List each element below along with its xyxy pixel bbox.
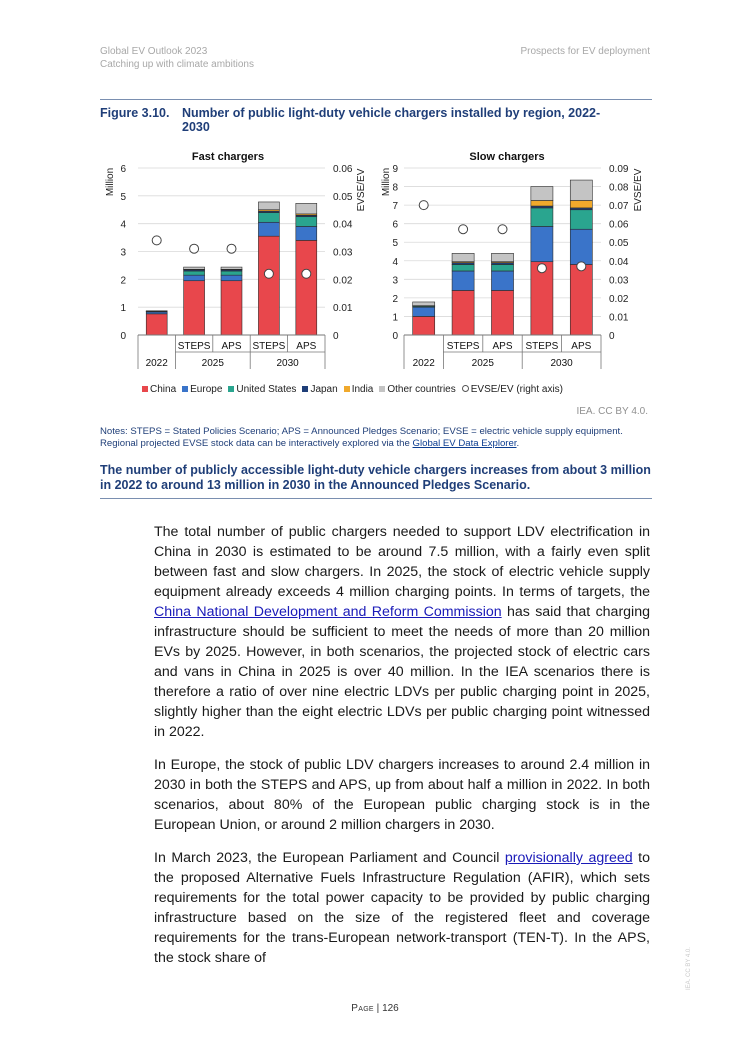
legend-swatch bbox=[302, 386, 308, 392]
bar-segment-other-countries bbox=[296, 203, 317, 214]
y-tick-label: 2 bbox=[120, 275, 126, 287]
legend-swatch bbox=[379, 386, 385, 392]
ndrc-link[interactable]: China National Development and Reform Commission bbox=[154, 604, 502, 620]
year-group-label: 2025 bbox=[471, 358, 494, 369]
figure-title-line1: Number of public light-duty vehicle chargers installed by region, 2022- bbox=[182, 106, 601, 120]
y2-tick-label: 0.04 bbox=[333, 219, 353, 231]
ratio-marker bbox=[419, 201, 428, 210]
bar-segment-china bbox=[491, 290, 513, 335]
legend-item-other-countries bbox=[379, 384, 455, 395]
y2-tick-label: 0.06 bbox=[609, 219, 629, 231]
bar-segment-other-countries bbox=[570, 180, 592, 200]
legend-item-india bbox=[344, 384, 374, 395]
paragraph-1-text-a: The total number of public chargers needed to support LDV electrification in China in 2030 is estimated to be around 7.5 million, with a fairly even split between fast and slow chargers. In 2025, the stock of electric vehicle supply equipment already exceeds 4 million charging points. In terms of targets, the bbox=[154, 524, 650, 600]
y-tick-label: 6 bbox=[120, 164, 126, 175]
bar-segment-china bbox=[258, 236, 279, 335]
bar-segment-china bbox=[146, 314, 167, 335]
y-tick-label: 4 bbox=[392, 256, 398, 268]
bar-segment-other-countries bbox=[452, 253, 474, 261]
year-group-label: 2022 bbox=[412, 358, 435, 369]
year-group-label: 2030 bbox=[276, 358, 299, 369]
bar-segment-other-countries bbox=[531, 187, 553, 201]
y2-tick-label: 0.01 bbox=[333, 303, 353, 315]
bar-segment-europe bbox=[491, 271, 513, 290]
paragraph-3-text-b: to the proposed Alternative Fuels Infrastructure Regulation (AFIR), which sets requirements for the total power capacity to be provided by public charging infrastructure based on the size of the registered fleet and coverage requirements for the trans-European network-transport (TEN-T). In the APS, the stock share of bbox=[154, 850, 650, 966]
bar-segment-other-countries bbox=[184, 267, 205, 269]
bar-segment-china bbox=[221, 281, 242, 335]
legend-swatch bbox=[228, 386, 234, 392]
section-title: Prospects for EV deployment bbox=[520, 46, 650, 57]
y-tick-label: 7 bbox=[392, 201, 398, 213]
legend-label: Europe bbox=[190, 384, 223, 395]
legend-label: United States bbox=[236, 384, 297, 395]
page-label: Page bbox=[351, 1003, 374, 1014]
notes-text: Notes: STEPS = Stated Policies Scenario; APS = Announced Pledges Scenario; EVSE = electric vehicle supply equipment. Regional projected EVSE stock data can be interactively explored via the bbox=[100, 426, 623, 449]
y-tick-label: 0 bbox=[392, 331, 398, 342]
category-label: APS bbox=[492, 341, 513, 352]
ratio-marker bbox=[498, 225, 507, 234]
y-axis-title: Million bbox=[381, 167, 392, 197]
paragraph-1 bbox=[154, 522, 650, 742]
bar-segment-united-states bbox=[258, 213, 279, 223]
y-tick-label: 1 bbox=[120, 303, 126, 315]
y2-tick-label: 0.05 bbox=[609, 238, 629, 250]
y-tick-label: 8 bbox=[392, 182, 398, 194]
bar-segment-europe bbox=[258, 222, 279, 236]
y2-tick-label: 0.03 bbox=[333, 247, 353, 259]
legend-label: Other countries bbox=[387, 384, 456, 395]
credit-line: IEA. CC BY 4.0. bbox=[576, 406, 648, 417]
bar-segment-europe bbox=[221, 275, 242, 281]
y2-tick-label: 0.01 bbox=[609, 312, 629, 324]
bar-segment-china bbox=[570, 264, 592, 335]
legend-swatch bbox=[142, 386, 148, 392]
bar-segment-united-states bbox=[296, 217, 317, 227]
paragraph-1-text-b: has said that charging infrastructure should be sufficient to meet the needs of more than 20 million EVs by 2025. However, in both scenarios, the projected stock of electric cars and vans in China in 2025 is over 40 million. In the IEA scenarios there is therefore a ratio of over nine electric LDVs per public charging point in 2025, slightly higher than the eight electric LDVs per public charging point witnessed in 2022. bbox=[154, 604, 650, 740]
y2-axis-title: EVSE/EV bbox=[356, 168, 367, 212]
figure-summary: The number of publicly accessible light-duty vehicle chargers increases from about 3 million in 2022 to around 13 million in 2030 in the Announced Pledges Scenario. bbox=[100, 463, 651, 492]
legend-swatch bbox=[182, 386, 188, 392]
y2-tick-label: 0.06 bbox=[333, 164, 353, 175]
provisionally-agreed-link[interactable]: provisionally agreed bbox=[504, 850, 633, 866]
side-watermark: IEA. CC BY 4.0. bbox=[686, 947, 692, 990]
paragraph-3-text-a: In March 2023, the European Parliament and Council bbox=[154, 850, 505, 866]
bar-segment-united-states bbox=[570, 210, 592, 229]
y2-tick-label: 0.04 bbox=[609, 256, 629, 268]
y2-tick-label: 0.03 bbox=[609, 275, 629, 287]
report-subtitle: Catching up with climate ambitions bbox=[100, 59, 254, 70]
bar-segment-europe bbox=[452, 271, 474, 290]
legend-item-japan bbox=[302, 384, 337, 395]
bar-segment-other-countries bbox=[221, 267, 242, 269]
y2-tick-label: 0.02 bbox=[333, 275, 353, 287]
bar-segment-united-states bbox=[452, 264, 474, 270]
ratio-marker bbox=[190, 244, 199, 253]
figure-title-line2: 2030 bbox=[182, 120, 210, 134]
y2-tick-label: 0.02 bbox=[609, 293, 629, 305]
bar-segment-china bbox=[413, 316, 435, 335]
figure-number: Figure 3.10. bbox=[100, 106, 170, 120]
y-tick-label: 0 bbox=[120, 331, 126, 342]
bar-segment-other-countries bbox=[491, 253, 513, 261]
category-label: APS bbox=[296, 341, 317, 352]
legend-item-china bbox=[142, 384, 176, 395]
bar-segment-europe bbox=[570, 229, 592, 264]
ratio-marker bbox=[264, 269, 273, 278]
ratio-marker bbox=[577, 262, 586, 271]
category-label: APS bbox=[221, 341, 242, 352]
bar-segment-europe bbox=[413, 307, 435, 316]
year-group-label: 2030 bbox=[550, 358, 573, 369]
category-label: STEPS bbox=[252, 341, 286, 352]
chart-legend bbox=[142, 384, 569, 395]
category-label: STEPS bbox=[446, 341, 480, 352]
y-tick-label: 5 bbox=[120, 191, 126, 203]
chart-fast-chargers bbox=[105, 151, 367, 369]
bar-segment-other-countries bbox=[258, 202, 279, 210]
bar-segment-india bbox=[570, 200, 592, 207]
y-tick-label: 3 bbox=[120, 247, 126, 259]
legend-label: EVSE/EV (right axis) bbox=[470, 384, 564, 395]
legend-item-ratio bbox=[462, 384, 563, 395]
bar-segment-other-countries bbox=[146, 311, 167, 312]
legend-swatch bbox=[344, 386, 350, 392]
y-tick-label: 9 bbox=[392, 164, 398, 175]
bar-segment-china bbox=[452, 290, 474, 335]
paragraph-2: In Europe, the stock of public LDV chargers increases to around 2.4 million in 2030 in both the STEPS and APS, up from about half a million in 2022. In both scenarios, about 80% of the European public charging stock is in the European Union, or around 2 million chargers in 2030. bbox=[154, 757, 650, 833]
bar-segment-united-states bbox=[184, 271, 205, 275]
page-footer: Page | 126 bbox=[351, 1003, 399, 1014]
legend-item-europe bbox=[182, 384, 222, 395]
bar-segment-china bbox=[184, 281, 205, 335]
bar-segment-united-states bbox=[221, 271, 242, 275]
bar-segment-europe bbox=[531, 226, 553, 261]
year-group-label: 2025 bbox=[201, 358, 224, 369]
body-text bbox=[154, 522, 650, 981]
category-label: STEPS bbox=[525, 341, 559, 352]
y2-tick-label: 0.09 bbox=[609, 164, 629, 175]
y-tick-label: 5 bbox=[392, 238, 398, 250]
y-tick-label: 4 bbox=[120, 219, 126, 231]
chart-title: Slow chargers bbox=[469, 151, 545, 163]
notes-end: . bbox=[516, 437, 520, 449]
figure-notes bbox=[100, 426, 652, 449]
legend-item-united-states bbox=[228, 384, 296, 395]
legend-circle-marker bbox=[462, 385, 469, 392]
chart-title: Fast chargers bbox=[191, 151, 265, 163]
year-group-label: 2022 bbox=[145, 358, 168, 369]
y2-tick-label: 0.08 bbox=[609, 182, 629, 194]
y2-tick-label: 0.05 bbox=[333, 191, 353, 203]
ratio-marker bbox=[459, 225, 468, 234]
bar-segment-other-countries bbox=[413, 302, 435, 306]
legend-label: China bbox=[150, 384, 177, 395]
y2-tick-label: 0 bbox=[609, 331, 615, 342]
report-title: Global EV Outlook 2023 bbox=[100, 46, 208, 57]
category-label: APS bbox=[571, 341, 592, 352]
y-tick-label: 2 bbox=[392, 293, 398, 305]
paragraph-3 bbox=[154, 848, 650, 968]
page-number: 126 bbox=[382, 1003, 399, 1014]
chart-slow-chargers bbox=[381, 151, 644, 369]
y-tick-label: 1 bbox=[392, 312, 398, 324]
y2-axis-title: EVSE/EV bbox=[633, 168, 644, 212]
legend-label: India bbox=[351, 384, 374, 395]
ratio-marker bbox=[227, 244, 236, 253]
category-label: STEPS bbox=[177, 341, 211, 352]
summary-bottom-rule bbox=[100, 498, 652, 499]
y-tick-label: 6 bbox=[392, 219, 398, 231]
y2-tick-label: 0 bbox=[333, 331, 339, 342]
y-tick-label: 3 bbox=[392, 275, 398, 287]
y-axis-title: Million bbox=[105, 167, 116, 197]
charts-canvas bbox=[0, 0, 750, 420]
data-explorer-link[interactable]: Global EV Data Explorer bbox=[412, 437, 517, 449]
bar-segment-europe bbox=[184, 275, 205, 281]
ratio-marker bbox=[302, 269, 311, 278]
ratio-marker bbox=[152, 236, 161, 245]
bar-segment-india bbox=[531, 200, 553, 206]
ratio-marker bbox=[537, 264, 546, 273]
bar-segment-united-states bbox=[491, 264, 513, 270]
bar-segment-united-states bbox=[531, 208, 553, 227]
legend-label: Japan bbox=[310, 384, 338, 395]
bar-segment-europe bbox=[296, 226, 317, 240]
y2-tick-label: 0.07 bbox=[609, 201, 629, 213]
bar-segment-china bbox=[296, 240, 317, 335]
